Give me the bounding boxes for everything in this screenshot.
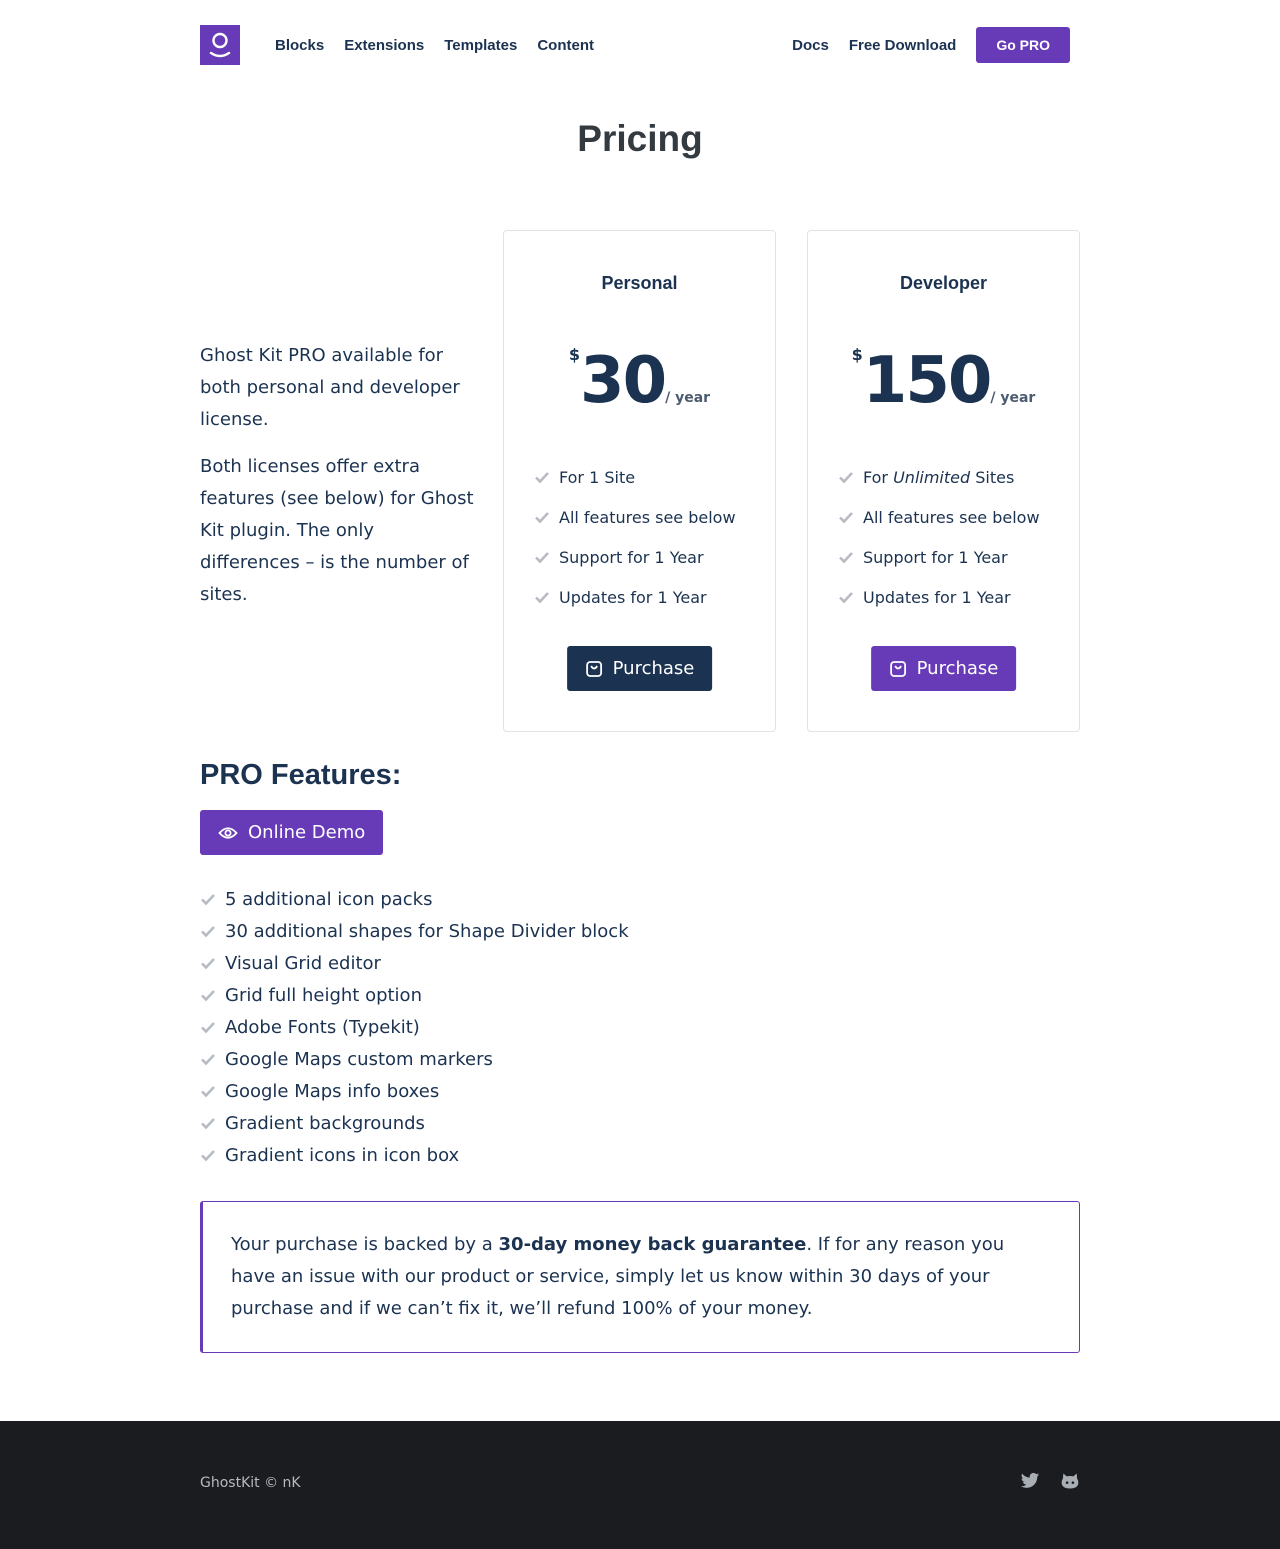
plan-feature-text: All features see below [559,507,736,527]
pro-feature [200,1075,629,1107]
secondary-nav [792,27,1080,63]
price-period: / year [665,390,711,406]
price-amount: 150 [862,344,991,418]
pro-feature [200,883,629,915]
check-icon [200,1019,216,1035]
pro-feature-text: Grid full height option [225,984,422,1006]
plan-feature-emphasis: Unlimited [893,467,971,487]
check-icon [200,1051,216,1067]
main-nav [275,37,594,54]
pro-feature [200,1043,629,1075]
plan-price [504,341,775,421]
pro-feature [200,947,629,979]
plan-name: Personal [601,273,678,293]
online-demo-label: Online Demo [248,822,366,843]
pro-feature-text: Google Maps custom markers [225,1048,493,1070]
check-icon [838,469,854,485]
plan-feature-text: Updates for 1 Year [559,587,707,607]
page-title: Pricing [577,118,703,159]
pro-feature [200,915,629,947]
price-currency: $ [568,345,581,364]
plan-feature [838,457,1040,497]
purchase-label: Purchase [612,658,695,679]
check-icon [200,987,216,1003]
check-icon [838,549,854,565]
twitter-icon[interactable] [1020,1471,1040,1491]
pro-feature [200,979,629,1011]
pro-feature [200,1107,629,1139]
shopping-bag-icon [889,660,907,678]
pro-feature [200,1011,629,1043]
plan-feature [838,537,1040,577]
pro-feature-text: 30 additional shapes for Shape Divider block [225,920,629,942]
check-icon [838,589,854,605]
plan-price [808,341,1079,421]
plan-feature [534,457,736,497]
guarantee-highlight: 30-day money back guarantee [498,1234,807,1255]
plan-feature-prefix: For [863,467,888,487]
price-amount: 30 [580,344,666,418]
pro-feature-text: Adobe Fonts (Typekit) [225,1016,420,1038]
pro-feature-text: Google Maps info boxes [225,1080,440,1102]
pro-features-title: PRO Features: [200,759,402,791]
check-icon [200,1083,216,1099]
check-icon [534,549,550,565]
price-currency: $ [851,345,863,364]
shopping-bag-icon [585,660,603,678]
plan-feature-text: For 1 Site [559,467,636,487]
nav-docs[interactable]: Docs [792,36,829,54]
money-back-guarantee [200,1201,1080,1353]
pro-features-list [200,883,629,1171]
copyright: GhostKit © nK [200,1475,301,1491]
ghostkit-logo[interactable] [200,25,240,65]
pro-feature [200,1139,629,1171]
guarantee-text [231,1229,1051,1325]
plan-name: Developer [899,273,988,293]
plan-feature-text: Support for 1 Year [863,547,1008,567]
site-footer [0,1421,1280,1549]
eye-icon [218,825,238,841]
pricing-card-personal [503,230,776,732]
check-icon [534,469,550,485]
plan-feature [534,497,736,537]
check-icon [200,923,216,939]
check-icon [200,891,216,907]
check-icon [200,1147,216,1163]
plan-feature [838,497,1040,537]
nav-extensions[interactable]: Extensions [344,36,425,54]
nav-free-download[interactable]: Free Download [848,36,957,54]
plan-features [534,457,736,617]
plan-feature-text: Support for 1 Year [559,547,704,567]
pro-feature-text: 5 additional icon packs [225,888,433,910]
purchase-developer-button[interactable] [871,646,1017,691]
intro-paragraph-1: Ghost Kit PRO available for both personal and developer license. [200,345,460,430]
pricing-intro [200,340,475,626]
intro-paragraph-2: Both licenses offer extra features (see below) for Ghost Kit plugin. The only differences – is the number of sites. [200,456,474,605]
online-demo-button[interactable] [200,810,383,855]
pricing-card-developer [807,230,1080,732]
check-icon [200,1115,216,1131]
plan-feature [534,577,736,617]
pro-feature-text: Gradient icons in icon box [225,1144,460,1166]
plan-feature [838,577,1040,617]
plan-features [838,457,1040,617]
plan-feature [534,537,736,577]
social-links [1020,1471,1080,1491]
nav-templates[interactable]: Templates [444,36,518,54]
purchase-label: Purchase [916,658,999,679]
plan-feature-suffix: Sites [975,467,1015,487]
check-icon [534,509,550,525]
plan-feature-text: All features see below [863,507,1040,527]
nav-blocks[interactable]: Blocks [275,36,325,54]
guarantee-after: . If for any reason you have an issue with our product or service, simply let us know within 30 days of your purchase and if we can’t fix it, we’ll refund 100% of your money. [231,1234,1005,1319]
plan-feature-text: Updates for 1 Year [863,587,1011,607]
pro-feature-text: Visual Grid editor [225,952,381,974]
site-header [200,25,1080,65]
github-icon[interactable] [1060,1471,1080,1491]
ghost-logo-icon [209,32,231,58]
nav-content[interactable]: Content [537,36,594,54]
go-pro-button[interactable]: Go PRO [976,27,1070,63]
check-icon [534,589,550,605]
price-period: / year [990,390,1036,406]
check-icon [200,955,216,971]
purchase-personal-button[interactable] [567,646,713,691]
pro-feature-text: Gradient backgrounds [225,1112,425,1134]
guarantee-before: Your purchase is backed by a [231,1234,499,1255]
check-icon [838,509,854,525]
